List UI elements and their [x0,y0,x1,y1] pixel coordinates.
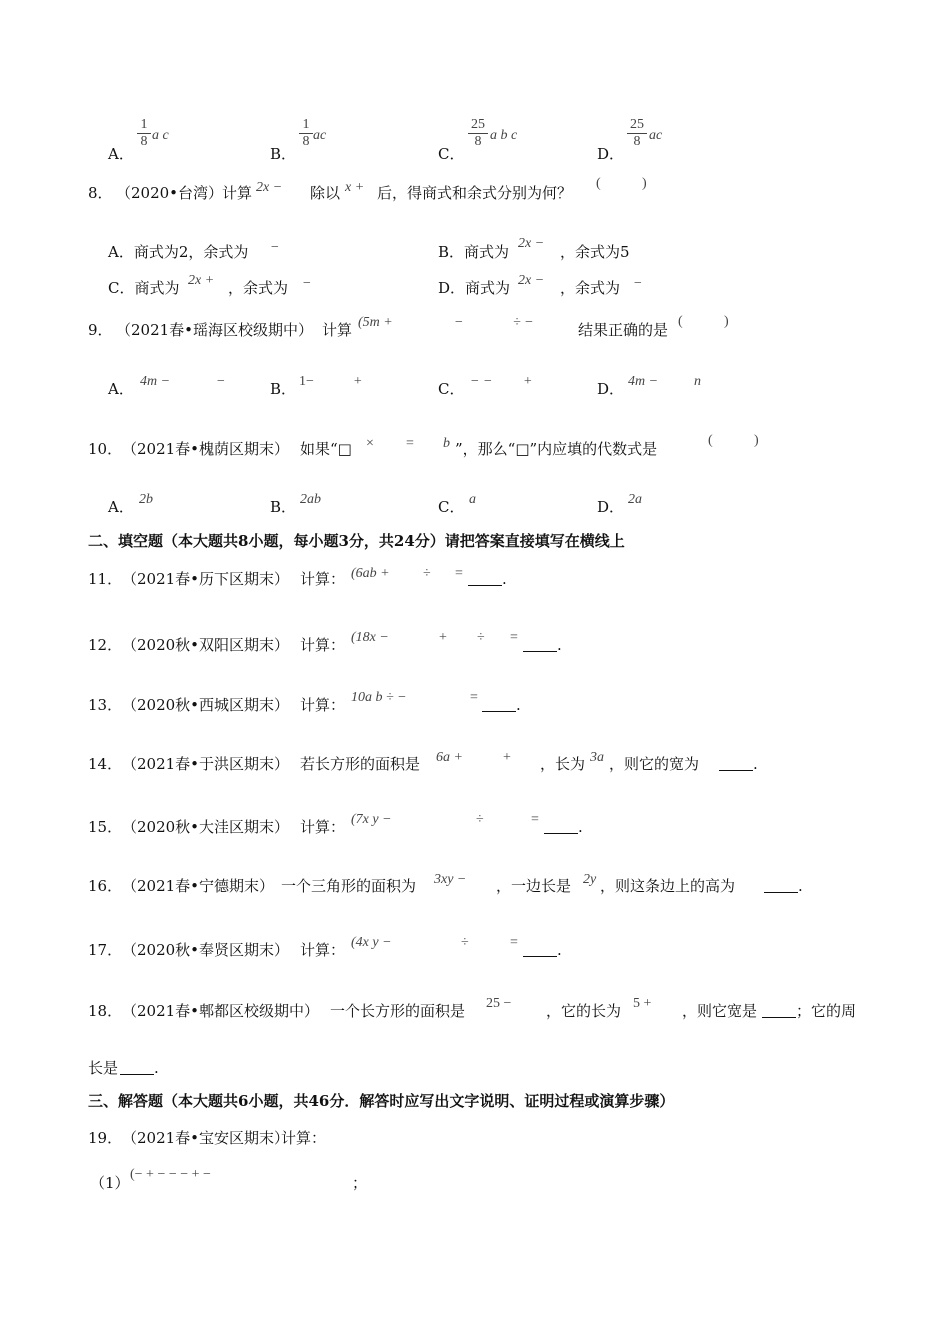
math-expr: 2y [583,872,597,887]
math-expr: (− + − − − + − [130,1167,211,1182]
math-expr: = [455,566,463,581]
option-text: ，余式为 [228,279,289,297]
math-expr: ac [313,128,327,143]
answer-blank[interactable] [544,819,578,834]
math-expr: − [454,315,464,330]
answer-blank[interactable] [764,878,798,893]
math-expr: 2b [139,492,153,507]
math-expr: = [470,690,478,705]
answer-blank-width[interactable] [762,1003,796,1018]
math-expr: = [510,935,518,950]
math-expr: 4m − [628,374,659,389]
question-text: 计算 [222,184,253,202]
question-text: 除以 [310,184,341,202]
option-c: C．商式为 [108,279,180,297]
fraction: 25 8 [468,118,488,149]
answer-paren-open: ( [708,433,713,448]
question-source: （2021春•宁德期末） [122,877,275,895]
question-source: （2020秋•奉贤区期末） [122,941,290,959]
math-expr: − − [470,374,493,389]
question-text: 一个三角形的面积为 [281,877,417,895]
option-d-label: D． [597,498,625,516]
question-number: 12． [88,636,123,654]
question-number: 14． [88,755,123,773]
question-text: 计算： [281,1129,327,1147]
question-text: 计算： [300,636,346,654]
question-text: ，一边长是 [496,877,572,895]
question-source: （2021春•郫都区校级期中） [122,1002,320,1020]
option-a-label: A． [108,380,134,398]
question-number: 11． [88,570,123,588]
math-expr: n [694,374,701,389]
question-text: 计算： [300,818,346,836]
math-expr: − [270,240,280,255]
question-text: ，则它的宽为 [609,755,700,773]
question-source: （2020秋•西城区期末） [122,696,290,714]
math-expr: 2a [628,492,642,507]
option-text: ，余式为5 [560,243,630,261]
question-source: （2021春•槐荫区期末） [122,440,290,458]
question-text: . [502,570,507,588]
math-expr: ÷ [423,566,431,581]
question-text: ；它的周 [796,1002,857,1020]
math-expr: + [439,630,447,645]
question-text: . [516,696,521,714]
option-b: B．商式为 [438,243,510,261]
math-expr: 2x + [188,273,215,288]
math-expr: a b c [490,128,518,143]
math-expr: 1− [299,374,314,389]
math-expr: 10a b ÷ − [351,690,407,705]
question-text: 后，得商式和余式分别为何？ [377,184,573,202]
math-expr: = [531,812,539,827]
math-expr: + [503,750,511,765]
option-b-label: B． [270,380,297,398]
question-source: （2021春•于洪区期末） [122,755,290,773]
answer-paren-open: ( [596,176,601,191]
math-expr: ÷ [476,812,484,827]
math-expr: a c [152,128,169,143]
option-d: D．商式为 [438,279,511,297]
math-expr: b [443,436,450,451]
question-text: 计算： [300,941,346,959]
question-number: 13． [88,696,123,714]
answer-blank[interactable] [719,756,753,771]
question-text: ，则它宽是 [682,1002,758,1020]
fraction: 25 8 [627,118,647,149]
question-text: . [557,636,562,654]
math-expr: 5 + [633,996,652,1011]
question-source: （2020•台湾） [116,184,224,202]
math-expr: 2ab [300,492,321,507]
option-text: ，余式为 [560,279,621,297]
math-expr: (7x y − [351,812,392,827]
math-expr: (6ab + [351,566,390,581]
question-text: . [557,941,562,959]
question-number: 15． [88,818,123,836]
math-expr: + [523,374,533,389]
question-source: （2021春•宝安区期末） [122,1129,290,1147]
question-number: 19． [88,1129,123,1147]
question-text: ，则这条边上的高为 [600,877,736,895]
question-source: （2021春•历下区期末） [122,570,290,588]
option-label: A． [108,145,134,163]
answer-paren-close: ) [724,314,729,329]
math-expr: 25 − [486,996,512,1011]
math-expr: 2x − [518,273,545,288]
question-text: ”，那么“□”内应填的代数式是 [455,440,658,458]
math-expr: ÷ − [513,315,534,330]
option-c-label: C． [438,498,465,516]
question-source: （2020秋•双阳区期末） [122,636,290,654]
question-text: . [578,818,583,836]
answer-paren-close: ) [754,433,759,448]
question-text: ，它的长为 [546,1002,622,1020]
question-text: ； [352,1174,368,1192]
question-number: 16． [88,877,123,895]
question-text: 计算： [300,570,346,588]
math-expr: (5m + [358,315,393,330]
question-number: 9． [88,321,113,339]
answer-paren-close: ) [642,176,647,191]
math-expr: − [302,276,312,291]
option-label: D． [597,145,625,163]
answer-paren-open: ( [678,314,683,329]
answer-blank[interactable] [468,571,502,586]
question-source: （2020秋•大洼区期末） [122,818,290,836]
question-number: 8． [88,184,113,202]
question-text: . [154,1059,159,1077]
sub-question-number: （1） [90,1174,130,1192]
math-expr: 4m − [140,374,171,389]
question-text: 长是 [88,1059,119,1077]
math-expr: x + [345,180,365,195]
question-number: 18． [88,1002,123,1020]
option-a: A．商式为2，余式为 [108,243,249,261]
math-expr: 3xy − [434,872,467,887]
math-expr: 2x − [518,236,545,251]
question-text: 若长方形的面积是 [300,755,421,773]
math-expr: ÷ [461,935,469,950]
math-expr: 2x − [256,180,283,195]
fraction: 1 8 [299,118,313,149]
math-expr: ÷ [477,630,485,645]
math-expr: 3a [590,750,604,765]
math-expr: a [469,492,476,507]
math-expr: = [510,630,518,645]
option-c-label: C． [438,380,465,398]
option-d-label: D． [597,380,625,398]
math-expr: 6a + [436,750,463,765]
math-expr: − [633,276,643,291]
answer-blank[interactable] [523,942,557,957]
answer-blank[interactable] [482,697,516,712]
question-text: 一个长方形的面积是 [330,1002,466,1020]
question-text: . [753,755,758,773]
answer-blank-perimeter[interactable] [120,1060,154,1075]
question-number: 10． [88,440,123,458]
math-expr: (18x − [351,630,389,645]
math-expr: − [216,374,226,389]
section-heading-fill-in: 二、填空题（本大题共8小题，每小题3分，共24分）请把答案直接填写在横线上 [88,532,625,550]
fraction: 1 8 [137,118,151,149]
question-text: 计算： [300,696,346,714]
math-expr: (4x y − [351,935,392,950]
math-expr: = [406,436,414,451]
question-text: 计算 [322,321,353,339]
question-source: （2021春•瑶海区校级期中） [116,321,314,339]
question-text: 如果“□ [300,440,352,458]
option-label: C． [438,145,465,163]
math-expr: ac [649,128,663,143]
question-text: 结果正确的是 [578,321,669,339]
option-label: B． [270,145,297,163]
math-expr: + [353,374,363,389]
option-a-label: A． [108,498,134,516]
section-heading-solve: 三、解答题（本大题共6小题，共46分．解答时应写出文字说明、证明过程或演算步骤） [88,1092,675,1110]
question-text: . [798,877,803,895]
answer-blank[interactable] [523,637,557,652]
question-number: 17． [88,941,123,959]
question-text: ，长为 [540,755,586,773]
option-b-label: B． [270,498,297,516]
math-expr: × [366,436,374,451]
